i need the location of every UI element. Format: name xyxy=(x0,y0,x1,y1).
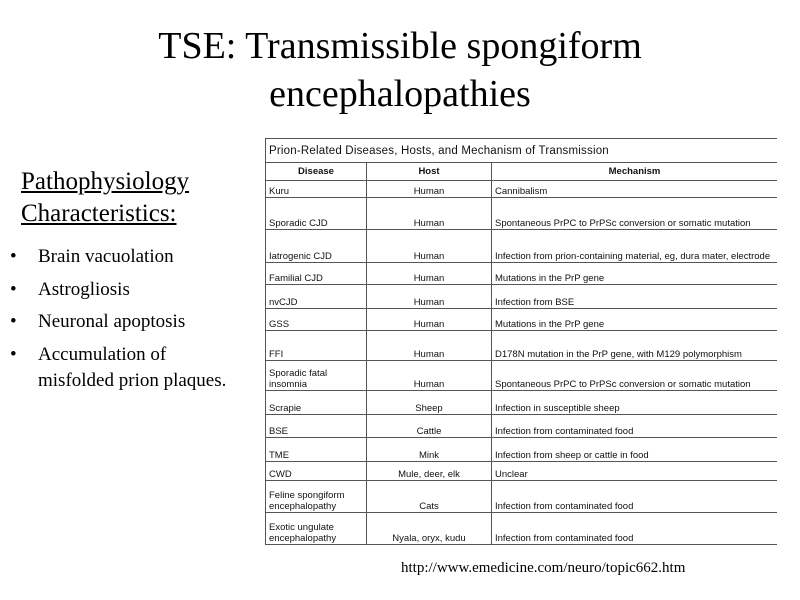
cell-disease: Kuru xyxy=(266,181,367,198)
slide-title xyxy=(0,22,800,118)
section-heading-line-2: Characteristics: xyxy=(21,200,177,227)
cell-mechanism: Mutations in the PrP gene xyxy=(492,309,778,331)
table-row xyxy=(266,285,778,309)
cell-disease: Sporadic CJD xyxy=(266,198,367,230)
bullet-list xyxy=(10,244,235,400)
table-row xyxy=(266,181,778,198)
cell-host: Mule, deer, elk xyxy=(367,462,492,481)
bullet-item xyxy=(10,342,235,394)
section-heading-line-1: Pathophysiology xyxy=(21,168,190,195)
cell-disease: nvCJD xyxy=(266,285,367,309)
cell-host: Human xyxy=(367,331,492,361)
table-row xyxy=(266,438,778,462)
cell-host: Sheep xyxy=(367,391,492,415)
cell-disease: GSS xyxy=(266,309,367,331)
cell-mechanism: Infection from prion-containing material, eg, dura mater, electrode xyxy=(492,230,778,263)
table-row xyxy=(266,263,778,285)
cell-disease: Exotic ungulate encephalopathy xyxy=(266,513,367,545)
table-row xyxy=(266,415,778,438)
cell-host: Cattle xyxy=(367,415,492,438)
cell-mechanism: Infection from contaminated food xyxy=(492,481,778,513)
cell-mechanism: Cannibalism xyxy=(492,181,778,198)
cell-host: Nyala, oryx, kudu xyxy=(367,513,492,545)
cell-disease: Scrapie xyxy=(266,391,367,415)
bullet-icon: • xyxy=(10,246,17,267)
cell-mechanism: Spontaneous PrPC to PrPSc conversion or somatic mutation xyxy=(492,198,778,230)
cell-disease: Sporadic fatal insomnia xyxy=(266,361,367,391)
prion-table-container xyxy=(265,138,777,554)
table-caption: Prion-Related Diseases, Hosts, and Mechanism of Transmission xyxy=(266,139,778,163)
cell-host: Human xyxy=(367,309,492,331)
cell-host: Mink xyxy=(367,438,492,462)
column-header-host: Host xyxy=(367,163,492,181)
bullet-item xyxy=(10,244,235,270)
cell-host: Cats xyxy=(367,481,492,513)
cell-disease: BSE xyxy=(266,415,367,438)
cell-mechanism: D178N mutation in the PrP gene, with M129 polymorphism xyxy=(492,331,778,361)
cell-mechanism: Infection from sheep or cattle in food xyxy=(492,438,778,462)
cell-disease: Familial CJD xyxy=(266,263,367,285)
cell-mechanism: Infection in susceptible sheep xyxy=(492,391,778,415)
table-header-row xyxy=(266,163,778,181)
cell-disease: CWD xyxy=(266,462,367,481)
bullet-text: Astrogliosis xyxy=(38,278,130,300)
table-row xyxy=(266,462,778,481)
cell-mechanism: Unclear xyxy=(492,462,778,481)
prion-diseases-table xyxy=(265,138,777,545)
cell-disease: Feline spongiform encephalopathy xyxy=(266,481,367,513)
table-row xyxy=(266,513,778,545)
cell-host: Human xyxy=(367,181,492,198)
cell-host: Human xyxy=(367,263,492,285)
section-heading xyxy=(21,166,241,230)
source-link[interactable]: http://www.emedicine.com/neuro/topic662.htm xyxy=(401,560,686,576)
bullet-item xyxy=(10,309,235,335)
bullet-item xyxy=(10,277,235,303)
table-row xyxy=(266,309,778,331)
cell-host: Human xyxy=(367,285,492,309)
cell-mechanism: Infection from BSE xyxy=(492,285,778,309)
bullet-icon: • xyxy=(10,311,17,332)
title-line-1: TSE: Transmissible spongiform xyxy=(158,25,642,67)
cell-mechanism: Mutations in the PrP gene xyxy=(492,263,778,285)
table-row xyxy=(266,198,778,230)
table-row xyxy=(266,481,778,513)
cell-host: Human xyxy=(367,361,492,391)
table-row xyxy=(266,391,778,415)
bullet-text: Brain vacuolation xyxy=(38,246,174,267)
table-row xyxy=(266,331,778,361)
bullet-icon: • xyxy=(10,278,17,300)
bullet-text: Accumulation of misfolded prion plaques. xyxy=(38,343,227,391)
cell-disease: FFI xyxy=(266,331,367,361)
bullet-icon: • xyxy=(10,343,17,365)
cell-mechanism: Infection from contaminated food xyxy=(492,415,778,438)
table-row xyxy=(266,230,778,263)
cell-disease: Iatrogenic CJD xyxy=(266,230,367,263)
cell-mechanism: Infection from contaminated food xyxy=(492,513,778,545)
title-line-2: encephalopathies xyxy=(269,73,531,115)
table-row xyxy=(266,361,778,391)
cell-disease: TME xyxy=(266,438,367,462)
cell-mechanism: Spontaneous PrPC to PrPSc conversion or somatic mutation xyxy=(492,361,778,391)
cell-host: Human xyxy=(367,198,492,230)
column-header-mechanism: Mechanism xyxy=(492,163,778,181)
cell-host: Human xyxy=(367,230,492,263)
table-caption-row xyxy=(266,139,778,163)
column-header-disease: Disease xyxy=(266,163,367,181)
bullet-text: Neuronal apoptosis xyxy=(38,311,186,332)
